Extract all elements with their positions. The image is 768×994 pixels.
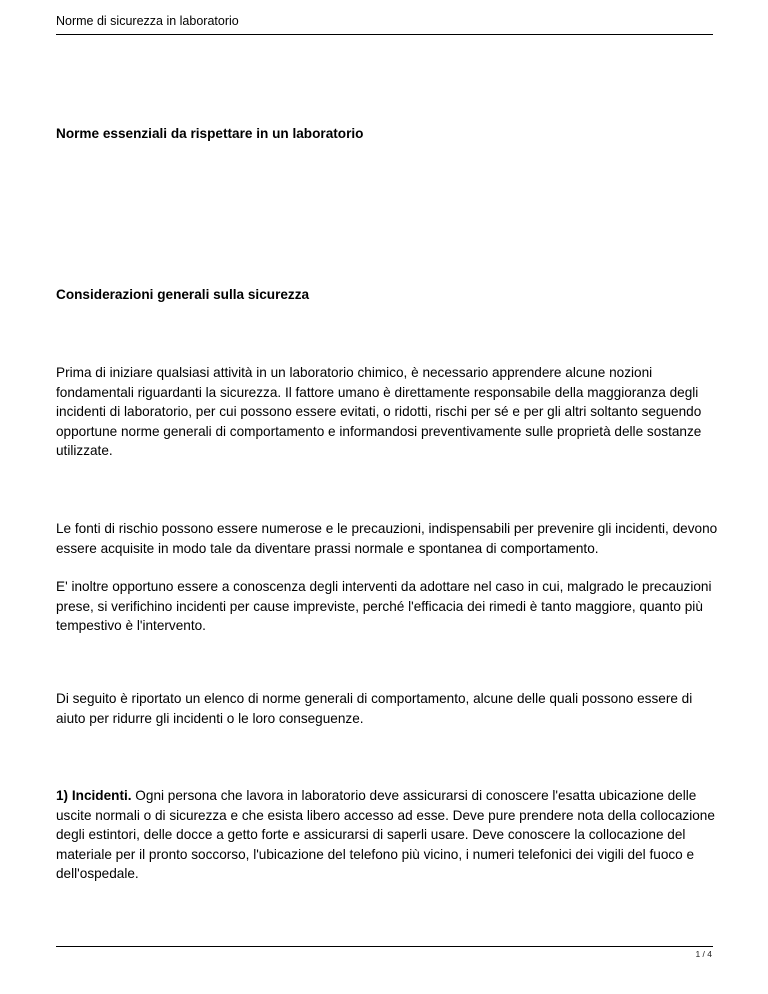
list-item-incidents bbox=[56, 786, 720, 884]
paragraph-intro: Prima di iniziare qualsiasi attività in un laboratorio chimico, è necessario apprendere alcune nozioni fondamentali riguardanti la sicurezza. Il fattore umano è direttamente responsabile della maggioranza degli incidenti di laboratorio, per cui possono essere evitati, o ridotti, rischi per sé e per gli altri soltanto seguendo opportune norme generali di comportamento e informandosi preventivamente sulle proprietà delle sostanze utilizzate. bbox=[56, 365, 702, 458]
section-heading: Considerazioni generali sulla sicurezza bbox=[56, 287, 310, 302]
paragraph-interventions: E' inoltre opportuno essere a conoscenza degli interventi da adottare nel caso in cui, malgrado le precauzioni prese, si verifichino incidenti per cause impreviste, perché l'efficacia dei rimedi è tanto maggiore, quanto più tempestivo è l'intervento. bbox=[56, 579, 712, 633]
list-item-text: Ogni persona che lavora in laboratorio deve assicurarsi di conoscere l'esatta ubicazione delle uscite normali o di sicurezza e che esista libero accesso ad esse. Deve pure prendere nota della collocazione degli estintori, delle docce a getto forte e assicurarsi di saperli usare. Deve conoscere la collocazione del materiale per il pronto soccorso, l'ubicazione del telefono più vicino, i numeri telefonici dei vigili del fuoco e dell'ospedale. bbox=[56, 788, 715, 881]
footer-rule bbox=[56, 946, 713, 947]
list-item-label: 1) Incidenti. bbox=[56, 788, 132, 803]
page-number: 1 / 4 bbox=[695, 949, 712, 959]
paragraph-rules-list-intro: Di seguito è riportato un elenco di norme generali di comportamento, alcune delle quali possono essere di aiuto per ridurre gli incidenti o le loro conseguenze. bbox=[56, 691, 693, 726]
main-heading: Norme essenziali da rispettare in un laboratorio bbox=[56, 126, 364, 141]
document-title: Norme di sicurezza in laboratorio bbox=[56, 14, 239, 28]
paragraph-risk-sources: Le fonti di rischio possono essere numerose e le precauzioni, indispensabili per prevenire gli incidenti, devono essere acquisite in modo tale da diventare prassi normale e spontanea di comportamento. bbox=[56, 521, 718, 556]
running-header bbox=[56, 13, 713, 35]
